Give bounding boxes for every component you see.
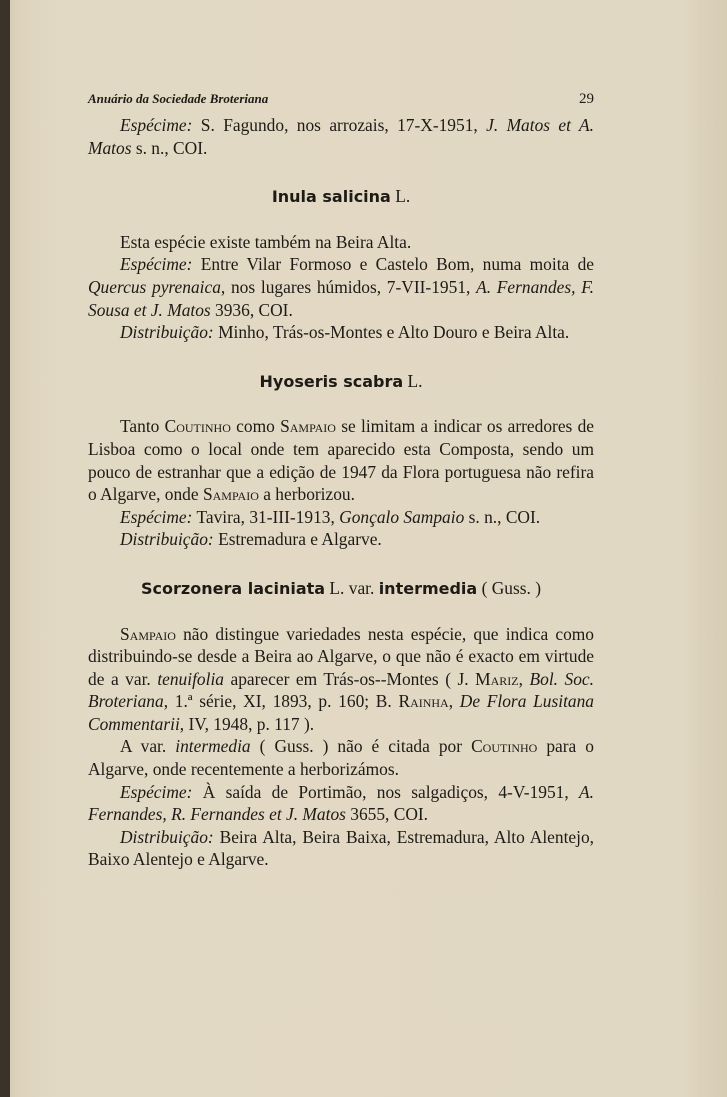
heading-inula-salicina: Inula salicina L. [271,186,411,207]
heading-scorzonera-laciniata: Scorzonera laciniata L. var. intermedia ( Guss. ) [141,577,541,598]
specimen-paragraph: Espécime: Entre Vilar Formoso e Castelo Bom, numa moita de Quercus pyrenaica, nos lugares húmidos, 7-VII-1951, A. Fernandes, F. Sousa et J. Matos 3936, COI. [88,254,594,320]
heading-hyoseris-scabra: Hyoseris scabra L. [259,370,423,391]
paragraph: Sampaio não distingue variedades nesta espécie, que indica como distribuindo-se desde a Beira ao Algarve, o que não é exacto em virtude de a var. tenuifolia aparecer em Trás-os--Montes ( J. Mariz, Bol. Soc. Broteriana, 1.ª série, XI, 1893, p. 160; B. Rainha, De Flora Lusitana Commentarii, IV, 1948, p. 117 ). [88,623,594,734]
running-head [88,88,594,110]
distribution-paragraph: Distribuição: Beira Alta, Beira Baixa, Estremadura, Alto Alentejo, Baixo Alentejo e Algarve. [88,826,594,870]
paragraph: Esta espécie existe também na Beira Alta. [120,231,412,252]
collectors: J. Matos et A. Matos [88,115,594,158]
paragraph: Tanto Coutinho como Sampaio se limitam a indicar os arredores de Lisboa como o local onde tem aparecido esta Composta, sendo um pouco de estranhar que a edição de 1947 da Flora portuguesa não refira o Algarve, onde Sampaio a herborizou. [88,416,594,505]
binding-gutter [0,0,10,1097]
journal-title: Anuário da Sociedade Broteriana [88,91,269,106]
page-number: 29 [579,91,594,107]
intro-specimen: Espécime: S. Fagundo, nos arrozais, 17-X-1951, J. Matos et A. Matos s. n., COI. [88,115,594,158]
specimen-paragraph: Espécime: Tavira, 31-III-1913, Gonçalo Sampaio s. n., COI. [120,506,541,527]
distribution-paragraph: Distribuição: Minho, Trás-os-Montes e Alto Douro e Beira Alta. [120,322,570,343]
paragraph: A var. intermedia ( Guss. ) não é citada por Coutinho para o Algarve, onde recentemente a herborizámos. [88,736,594,780]
specimen-paragraph: Espécime: À saída de Portimão, nos salgadiços, 4-V-1951, A. Fernandes, R. Fernandes et J. Matos 3655, COI. [88,781,594,825]
specimen-label: Espécime: [120,115,193,135]
page-content [88,88,594,871]
distribution-paragraph: Distribuição: Estremadura e Algarve. [120,529,382,550]
